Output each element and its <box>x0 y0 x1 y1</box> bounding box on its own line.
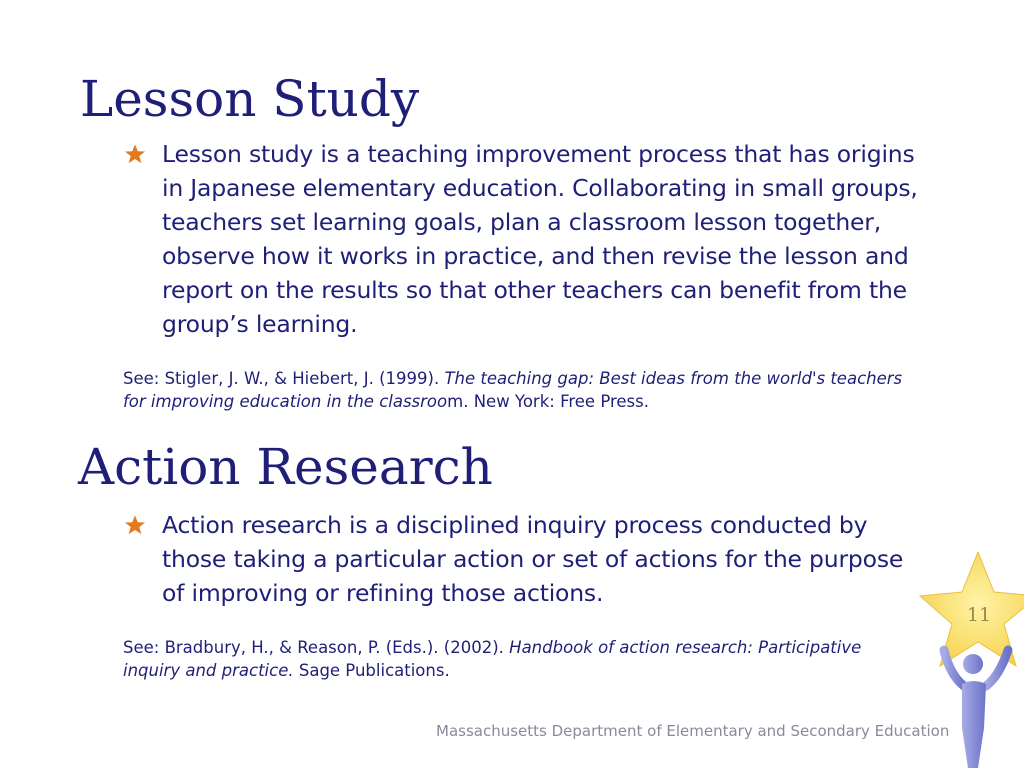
footer-organization: Massachusetts Department of Elementary and Secondary Education <box>436 722 950 740</box>
bullet-action-research <box>124 508 924 610</box>
citation-prefix: See: Bradbury, H., & Reason, P. (Eds.). (2002). <box>123 638 510 657</box>
bullet-text: Lesson study is a teaching improvement process that has origins in Japanese elementary education. Collaborating in small groups, teachers set learning goals, plan a classroom lesson together, observe how it works in practice, and then revise the lesson and report on the results so that other teachers can benefit from the group’s learning. <box>162 140 918 338</box>
citation-prefix: See: Stigler, J. W., & Hiebert, J. (1999). <box>123 369 445 388</box>
star-mascot-icon <box>918 552 1024 768</box>
star-bullet-icon <box>124 143 146 165</box>
page-number: 11 <box>966 604 992 626</box>
bullet-text: Action research is a disciplined inquiry process conducted by those taking a particular action or set of actions for the purpose of improving or refining those actions. <box>162 511 904 607</box>
citation-suffix: Sage Publications. <box>293 661 450 680</box>
citation-stigler-hiebert <box>123 367 923 413</box>
citation-suffix: m. New York: Free Press. <box>447 392 649 411</box>
citation-bradbury-reason <box>123 636 923 682</box>
section-title-action-research: Action Research <box>78 438 493 496</box>
citation-title: The teaching gap: Best ideas from the world's teachers for improving education in the classroo <box>123 369 903 411</box>
citation-title: Handbook of action research: Participative inquiry and practice. <box>123 638 862 680</box>
star-bullet-icon <box>124 514 146 536</box>
bullet-lesson-study <box>124 137 924 341</box>
section-title-lesson-study: Lesson Study <box>80 70 420 128</box>
